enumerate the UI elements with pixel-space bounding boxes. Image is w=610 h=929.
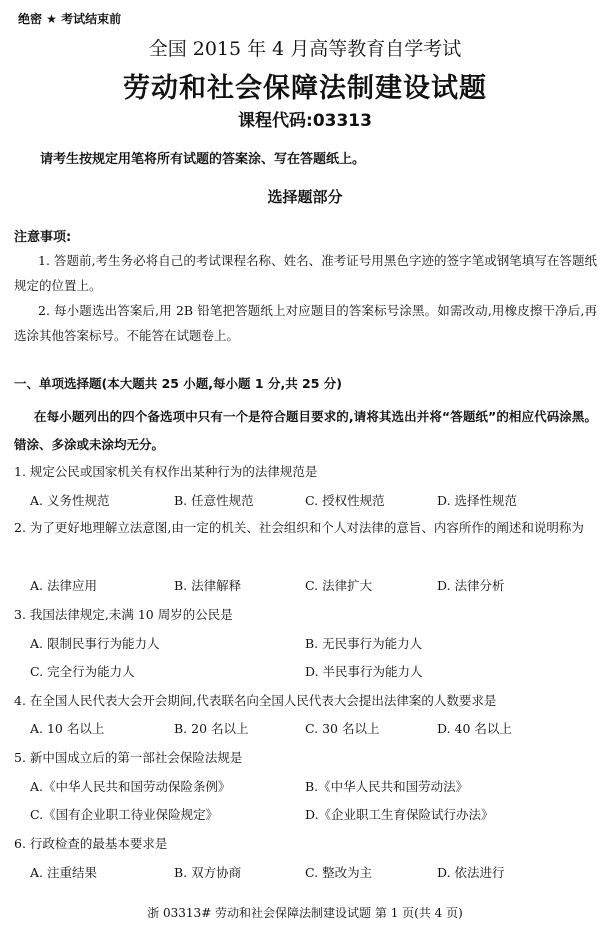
question-option: D. 法律分析 (437, 578, 505, 593)
question-option: A. 注重结果 (30, 865, 97, 880)
note-item: 2. 每小题选出答案后,用 2B 铅笔把答题纸上对应题目的答案标号涂黑。如需改动,用橡皮擦干净后,再选涂其他答案标号。不能答在试题卷上。 (14, 303, 597, 343)
question-option: B.《中华人民共和国劳动法》 (305, 779, 469, 794)
question-option: A. 法律应用 (30, 578, 97, 593)
question-option: B. 任意性规范 (174, 493, 254, 508)
part-description: 在每小题列出的四个备选项中只有一个是符合题目要求的,请将其选出并将“答题纸”的相应代码涂黑。错涂、多涂或未涂均无分。 (14, 409, 597, 452)
notes-heading: 注意事项: (14, 230, 72, 245)
course-code: 课程代码:03313 (238, 111, 372, 131)
question-option: C. 完全行为能力人 (30, 664, 135, 679)
question-option: A. 10 名以上 (30, 721, 105, 736)
question-text: 5. 新中国成立后的第一部社会保险法规是 (14, 750, 243, 765)
question-text: 6. 行政检查的最基本要求是 (14, 836, 168, 851)
question-option: A.《中华人民共和国劳动保险条例》 (30, 779, 231, 794)
question-option: D. 选择性规范 (437, 493, 518, 508)
question-option: B. 无民事行为能力人 (305, 636, 423, 651)
question-text: 3. 我国法律规定,未满 10 周岁的公民是 (14, 607, 233, 622)
question-option: C. 法律扩大 (305, 578, 373, 593)
question-option: D. 依法进行 (437, 865, 505, 880)
question-option: B. 法律解释 (174, 578, 242, 593)
secret-mark: 绝密 ★ 考试结束前 (18, 12, 122, 26)
page-title: 劳动和社会保障法制建设试题 (123, 73, 487, 104)
part-heading: 一、单项选择题(本大题共 25 小题,每小题 1 分,共 25 分) (14, 376, 343, 391)
question-option: C. 授权性规范 (305, 493, 385, 508)
question-text: 2. 为了更好地理解立法意图,由一定的机关、社会组织和个人对法律的意旨、内容所作的阐述和说明称为 (14, 520, 584, 535)
note-item: 1. 答题前,考生务必将自己的考试课程名称、姓名、准考证号用黑色字迹的签字笔或钢笔填写在答题纸规定的位置上。 (14, 253, 597, 293)
question-text: 1. 规定公民或国家机关有权作出某种行为的法律规范是 (14, 464, 318, 479)
question-text: 4. 在全国人民代表大会开会期间,代表联名向全国人民代表大会提出法律案的人数要求是 (14, 693, 497, 708)
instruction: 请考生按规定用笔将所有试题的答案涂、写在答题纸上。 (40, 152, 366, 167)
question-option: B. 20 名以上 (174, 721, 249, 736)
question-option: B. 双方协商 (174, 865, 242, 880)
page-footer: 浙 03313# 劳动和社会保障法制建设试题 第 1 页(共 4 页) (147, 906, 463, 920)
question-option: D.《企业职工生育保险试行办法》 (305, 807, 494, 822)
exam-line: 全国 2015 年 4 月高等教育自学考试 (148, 38, 462, 60)
question-option: D. 半民事行为能力人 (305, 664, 423, 679)
question-option: C. 整改为主 (305, 865, 373, 880)
question-option: A. 限制民事行为能力人 (30, 636, 160, 651)
question-option: C.《国有企业职工待业保险规定》 (30, 807, 219, 822)
question-option: A. 义务性规范 (30, 493, 110, 508)
section-title: 选择题部分 (267, 188, 343, 206)
question-option: C. 30 名以上 (305, 721, 380, 736)
question-option: D. 40 名以上 (437, 721, 512, 736)
